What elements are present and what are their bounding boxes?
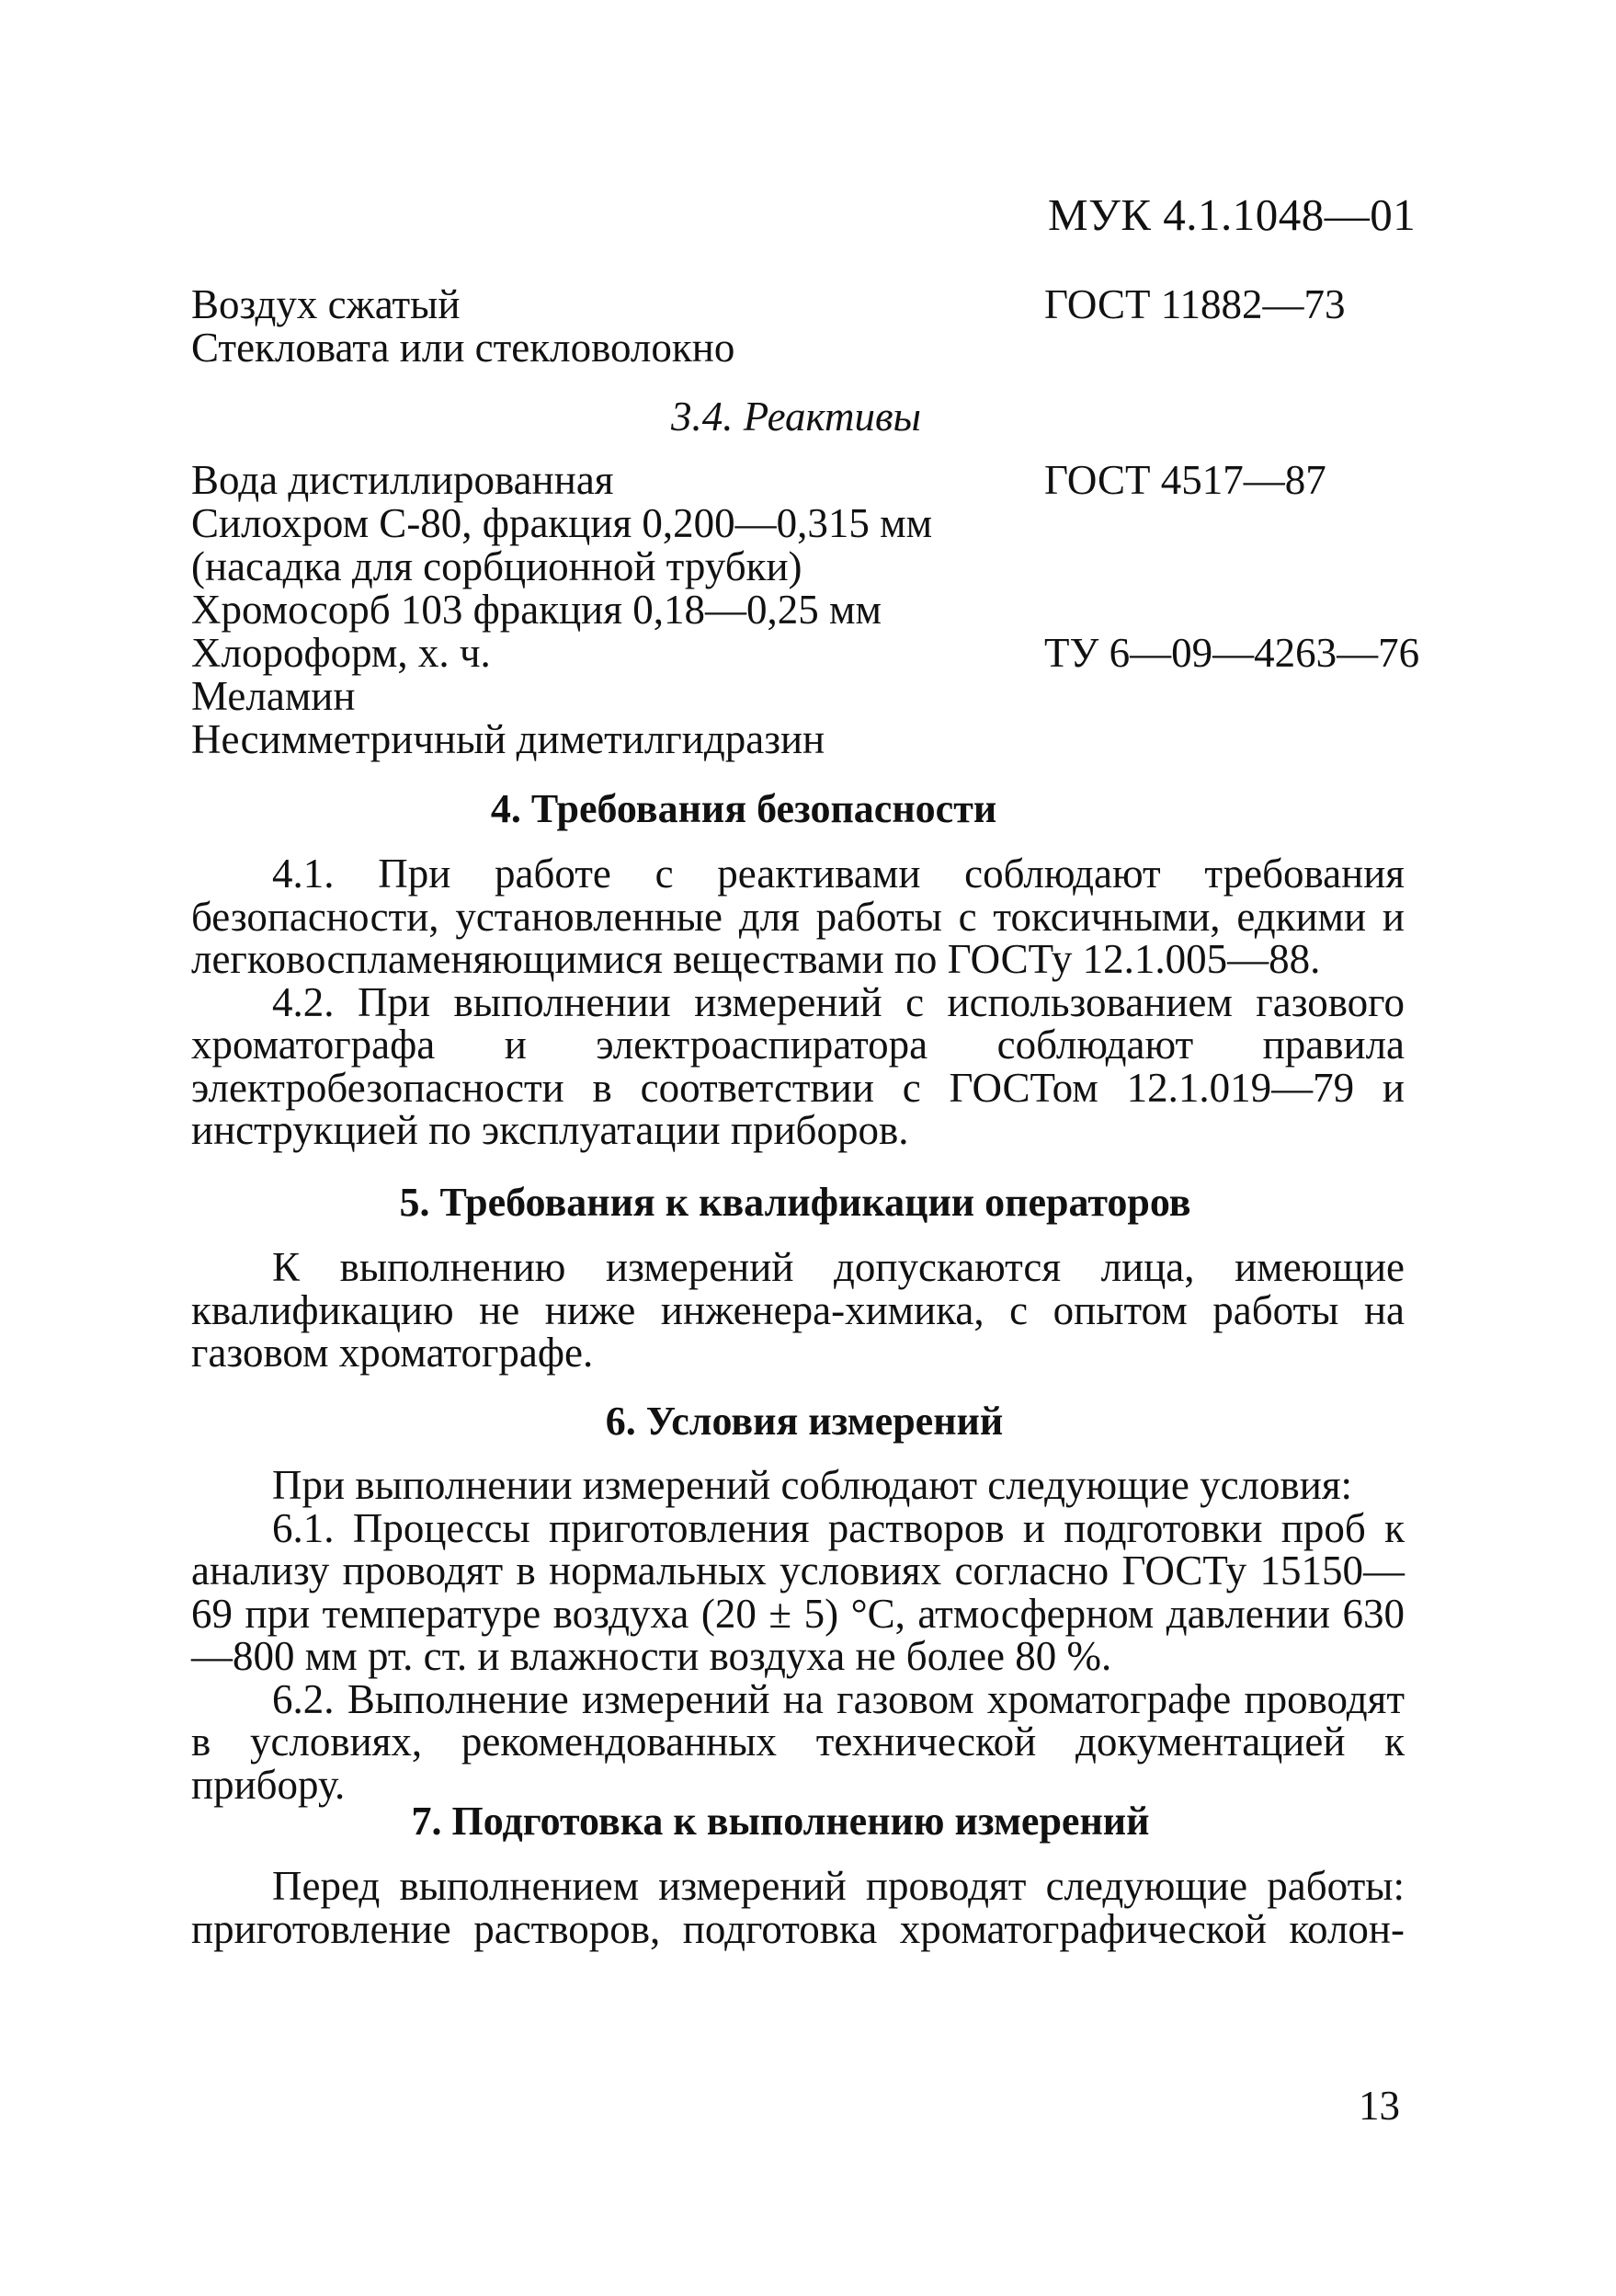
reagent-name: Вода дистиллированная	[191, 457, 614, 503]
material-standard: ГОСТ 11882—73	[1044, 281, 1346, 327]
reagent-name: (насадка для сорбционной трубки)	[191, 543, 802, 589]
paragraph: 4.1. При работе с реактивами соблюдают требования безопасности, установленные для работы с токсичными, едкими и легковоспламеняющимися веществами по ГОСТу 12.1.005—88.	[191, 851, 1405, 982]
reagent-name: Хлороформ, х. ч.	[191, 630, 491, 676]
reagent-name: Меламин	[191, 673, 356, 719]
reagent-name: Хромосорб 103 фракция 0,18—0,25 мм	[191, 587, 882, 633]
reagent-name: Силохром С-80, фракция 0,200—0,315 мм	[191, 500, 933, 546]
section-title: 6. Условия измерений	[605, 1399, 1004, 1444]
section-body	[191, 1464, 1405, 1806]
page-number: 13	[1359, 2083, 1400, 2129]
section-title: 7. Подготовка к выполнению измерений	[411, 1799, 1150, 1844]
material-name: Воздух сжатый	[191, 281, 461, 327]
reagents-heading: 3.4. Реактивы	[671, 394, 921, 440]
reagent-name: Несимметричный диметилгидразин	[191, 716, 825, 762]
section-title: 4. Требования безопасности	[490, 786, 997, 831]
paragraph: К выполнению измерений допускаются лица, имеющие квалификацию не ниже инженера-химика, с опытом работы на газовом хроматографе.	[191, 1244, 1405, 1376]
document-code: МУК 4.1.1048—01	[1048, 189, 1417, 240]
paragraph: При выполнении измерений соблюдают следующие условия:	[272, 1462, 1353, 1508]
section-title: 5. Требования к квалификации операторов	[399, 1180, 1191, 1225]
material-name: Стекловата или стекловолокно	[191, 325, 735, 371]
section-body	[191, 1865, 1405, 1950]
paragraph: 6.2. Выполнение измерений на газовом хроматографе проводят в условиях, рекомендованных технической документацией к прибору.	[191, 1675, 1405, 1808]
paragraph: 4.2. При выполнении измерений с использованием газового хроматографа и электроаспиратора соблюдают правила электробезопасности в соответствии с ГОСТом 12.1.019—79 и инструкцией по эксплуатации приборов.	[191, 978, 1405, 1153]
paragraph: Перед выполнением измерений проводят следующие работы: приготовление растворов, подготовка хроматографической колон-	[191, 1863, 1405, 1952]
section-body	[191, 1246, 1405, 1375]
reagent-standard: ГОСТ 4517—87	[1044, 457, 1326, 503]
reagent-standard: ТУ 6—09—4263—76	[1044, 630, 1420, 676]
section-body	[191, 852, 1405, 1152]
paragraph: 6.1. Процессы приготовления растворов и подготовки проб к анализу проводят в нормальных условиях согласно ГОСТу 15150—69 при температуре воздуха (20 ± 5) °С, атмосферном давлении 630—800 мм рт. ст. и влажности воздуха не более 80 %.	[191, 1504, 1405, 1679]
